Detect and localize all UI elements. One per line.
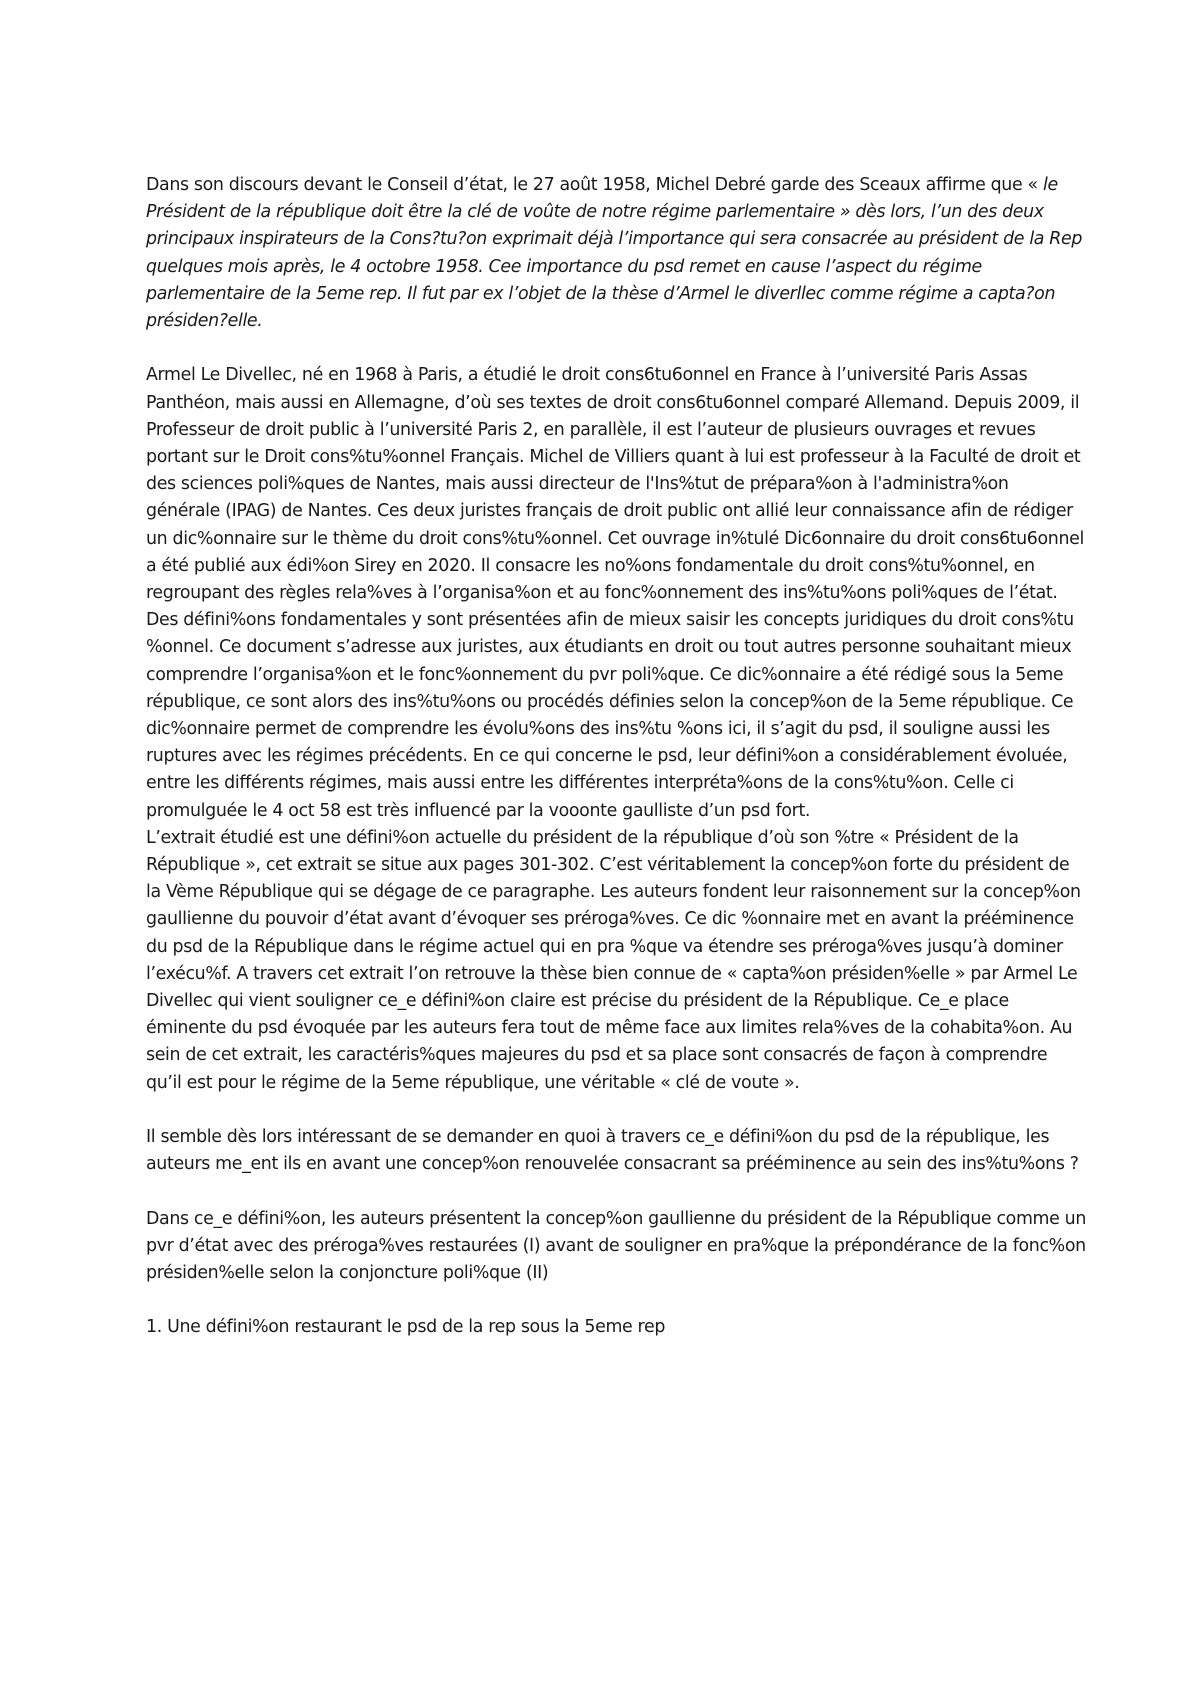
document-page (146, 172, 1086, 1342)
paragraph-problematic: Il semble dès lors intéressant de se demander en quoi à travers ce_e défini%on du psd de la république, les auteurs me_ent ils en avant une concep%on renouvelée consacrant sa prééminence au sein des ins%tu%ons ? (146, 1127, 1079, 1175)
paragraph-spacer (146, 1097, 1086, 1124)
intro-normal-text: Dans son discours devant le Conseil d’état, le 27 août 1958, Michel Debré garde des Sceaux affirme que « (146, 175, 1043, 195)
paragraph-spacer (146, 1287, 1086, 1314)
section-heading: 1. Une défini%on restaurant le psd de la rep sous la 5eme rep (146, 1317, 666, 1338)
paragraph-plan: Dans ce_e défini%on, les auteurs présentent la concep%on gaullienne du président de la République comme un pvr d’état avec des préroga%ves restaurées (I) avant de souligner en pra%que la prépondérance de la fonc%on présiden%elle selon la conjoncture poli%que (II) (146, 1208, 1087, 1284)
intro-paragraph (146, 172, 1086, 335)
paragraph-spacer (146, 1178, 1086, 1205)
paragraph-spacer (146, 335, 1086, 362)
intro-italic-text: le Président de la république doit être la clé de voûte de notre régime parlementaire » dès lors, l’un des deux principaux inspirateurs de la Cons?tu?on exprimait déjà l’importance qui sera consacrée au président de la Rep quelques mois après, le 4 octobre 1958. Cee importance du psd remet en cause l’aspect du régime parlementaire de la 5eme rep. Il fut par ex l’objet de la thèse d’Armel le diverllec comme régime a capta?on présiden?elle. (146, 175, 1083, 332)
paragraph-authors: Armel Le Divellec, né en 1968 à Paris, a étudié le droit cons6tu6onnel en France à l’université Paris Assas Panthéon, mais aussi en Allemagne, d’où ses textes de droit cons6tu6onnel comparé Allemand. Depuis 2009, il Professeur de droit public à l’université Paris 2, en parallèle, il est l’auteur de plusieurs ouvrages et revues portant sur le Droit cons%tu%onnel Français. Michel de Villiers quant à lui est professeur à la Faculté de droit et des sciences poli%ques de Nantes, mais aussi directeur de l'Ins%tut de prépara%on à l'administra%on générale (IPAG) de Nantes. Ces deux juristes français de droit public ont allié leur connaissance afin de rédiger un dic%onnaire sur le thème du droit cons%tu%onnel. Cet ouvrage in%tulé Dic6onnaire du droit cons6tu6onnel a été publié aux édi%on Sirey en 2020. Il consacre les no%ons fondamentale du droit cons%tu%onnel, en regroupant des règles rela%ves à l’organisa%on et au fonc%onnement des ins%tu%ons poli%ques de l’état. Des défini%ons fondamentales y sont présentées afin de mieux saisir les concepts juridiques du droit cons%tu %onnel. Ce document s’adresse aux juristes, aux étudiants en droit ou tout autres personne souhaitant mieux comprendre l’organisa%on et le fonc%onnement du pvr poli%que. Ce dic%onnaire a été rédigé sous la 5eme république, ce sont alors des ins%tu%ons ou procédés définies selon la concep%on de la 5eme république. Ce dic%onnaire permet de comprendre les évolu%ons des ins%tu %ons ici, il s’agit du psd, il souligne aussi les ruptures avec les régimes précédents. En ce qui concerne le psd, leur défini%on a considérablement évoluée, entre les différents régimes, mais aussi entre les différentes interpréta%ons de la cons%tu%on. Celle ci promulguée le 4 oct 58 est très influencé par la vooonte gaulliste d’un psd fort. (146, 365, 1084, 821)
paragraph-extract: L’extrait étudié est une défini%on actuelle du président de la république d’où son %tre « Président de la République », cet extrait se situe aux pages 301-302. C’est véritablement la concep%on forte du président de la Vème République qui se dégage de ce paragraphe. Les auteurs fondent leur raisonnement sur la concep%on gaullienne du pouvoir d’état avant d’évoquer ses préroga%ves. Ce dic %onnaire met en avant la prééminence du psd de la République dans le régime actuel qui en pra %que va étendre ses préroga%ves jusqu’à dominer l’exécu%f. A travers cet extrait l’on retrouve la thèse bien connue de « capta%on présiden%elle » par Armel Le Divellec qui vient souligner ce_e défini%on claire est précise du président de la République. Ce_e place éminente du psd évoquée par les auteurs fera tout de même face aux limites rela%ves de la cohabita%on. Au sein de cet extrait, les caractéris%ques majeures du psd et sa place sont consacrés de façon à comprendre qu’il est pour le régime de la 5eme république, une véritable « clé de voute ». (146, 827, 1081, 1093)
